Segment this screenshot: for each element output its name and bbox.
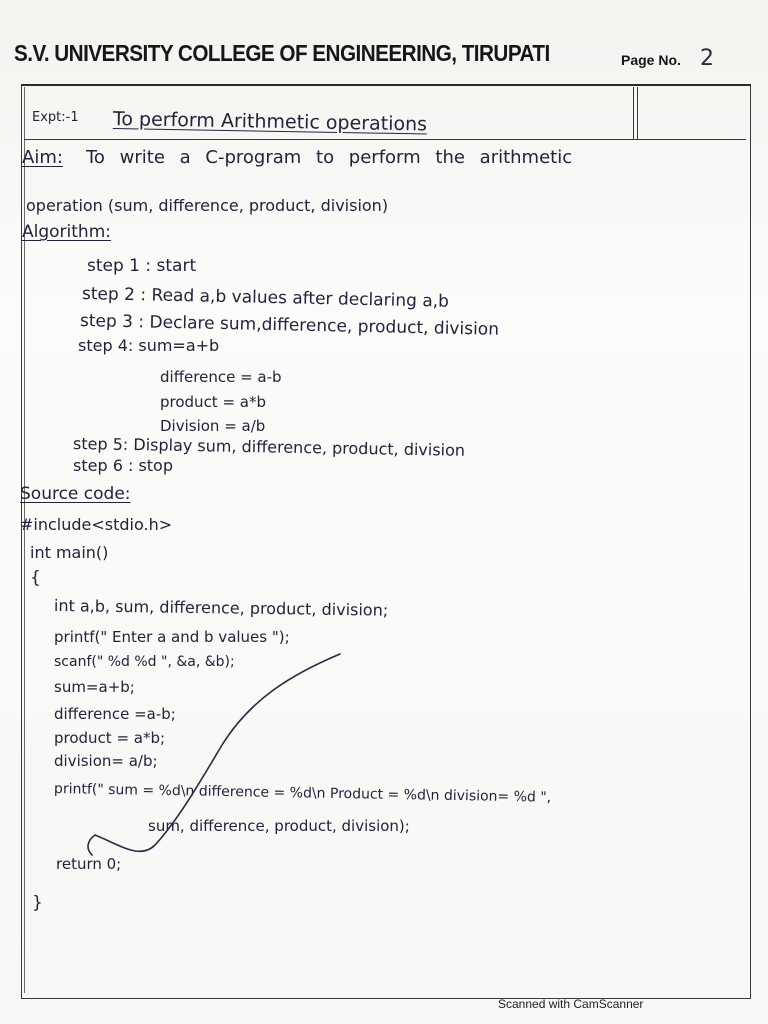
code-line: printf(" sum = %d\n difference = %d\n Product = %d\n division= %d ", <box>53 781 552 806</box>
code-line: int a,b, sum, difference, product, division; <box>53 596 389 620</box>
aim-line-2: operation (sum, difference, product, division) <box>26 196 389 215</box>
algorithm-step: step 4: sum=a+b <box>78 336 220 355</box>
correction-curve <box>88 654 340 855</box>
algorithm-step: step 6 : stop <box>73 456 173 475</box>
aim-label: Aim: <box>22 147 63 168</box>
code-line: sum=a+b; <box>54 678 135 696</box>
experiment-number: Expt:-1 <box>32 110 79 125</box>
code-line: return 0; <box>56 855 122 873</box>
source-code-label: Source code: <box>20 484 131 504</box>
code-line: difference =a-b; <box>54 705 176 723</box>
aim-line-1: To write a C-program to perform the arithmetic <box>86 147 573 168</box>
algorithm-step: Division = a/b <box>160 417 266 435</box>
algorithm-step: difference = a-b <box>160 368 282 386</box>
algorithm-step: step 5: Display sum, difference, product, division <box>72 434 466 460</box>
page-number-value: 2 <box>700 46 714 71</box>
code-line: } <box>32 893 43 913</box>
algorithm-step: step 1 : start <box>87 256 197 276</box>
page-number-label: Page No. <box>621 52 681 68</box>
algorithm-label: Algorithm: <box>22 222 111 242</box>
experiment-title: To perform Arithmetic operations <box>112 108 428 136</box>
code-line: sum, difference, product, division); <box>148 817 410 835</box>
code-line: scanf(" %d %d ", &a, &b); <box>54 654 235 670</box>
code-line: division= a/b; <box>54 752 158 770</box>
algorithm-step: step 3 : Declare sum,difference, product, division <box>79 311 500 340</box>
college-title: S.V. UNIVERSITY COLLEGE OF ENGINEERING, TIRUPATI <box>14 40 550 66</box>
code-line: { <box>30 568 41 588</box>
code-line: #include<stdio.h> <box>20 515 173 534</box>
code-line: printf(" Enter a and b values "); <box>54 628 290 646</box>
code-line: product = a*b; <box>54 729 166 747</box>
algorithm-step: step 2 : Read a,b values after declaring a,b <box>81 284 450 312</box>
algorithm-step: product = a*b <box>160 393 267 411</box>
code-line: int main() <box>30 543 109 562</box>
scanner-footer: Scanned with CamScanner <box>498 997 644 1011</box>
